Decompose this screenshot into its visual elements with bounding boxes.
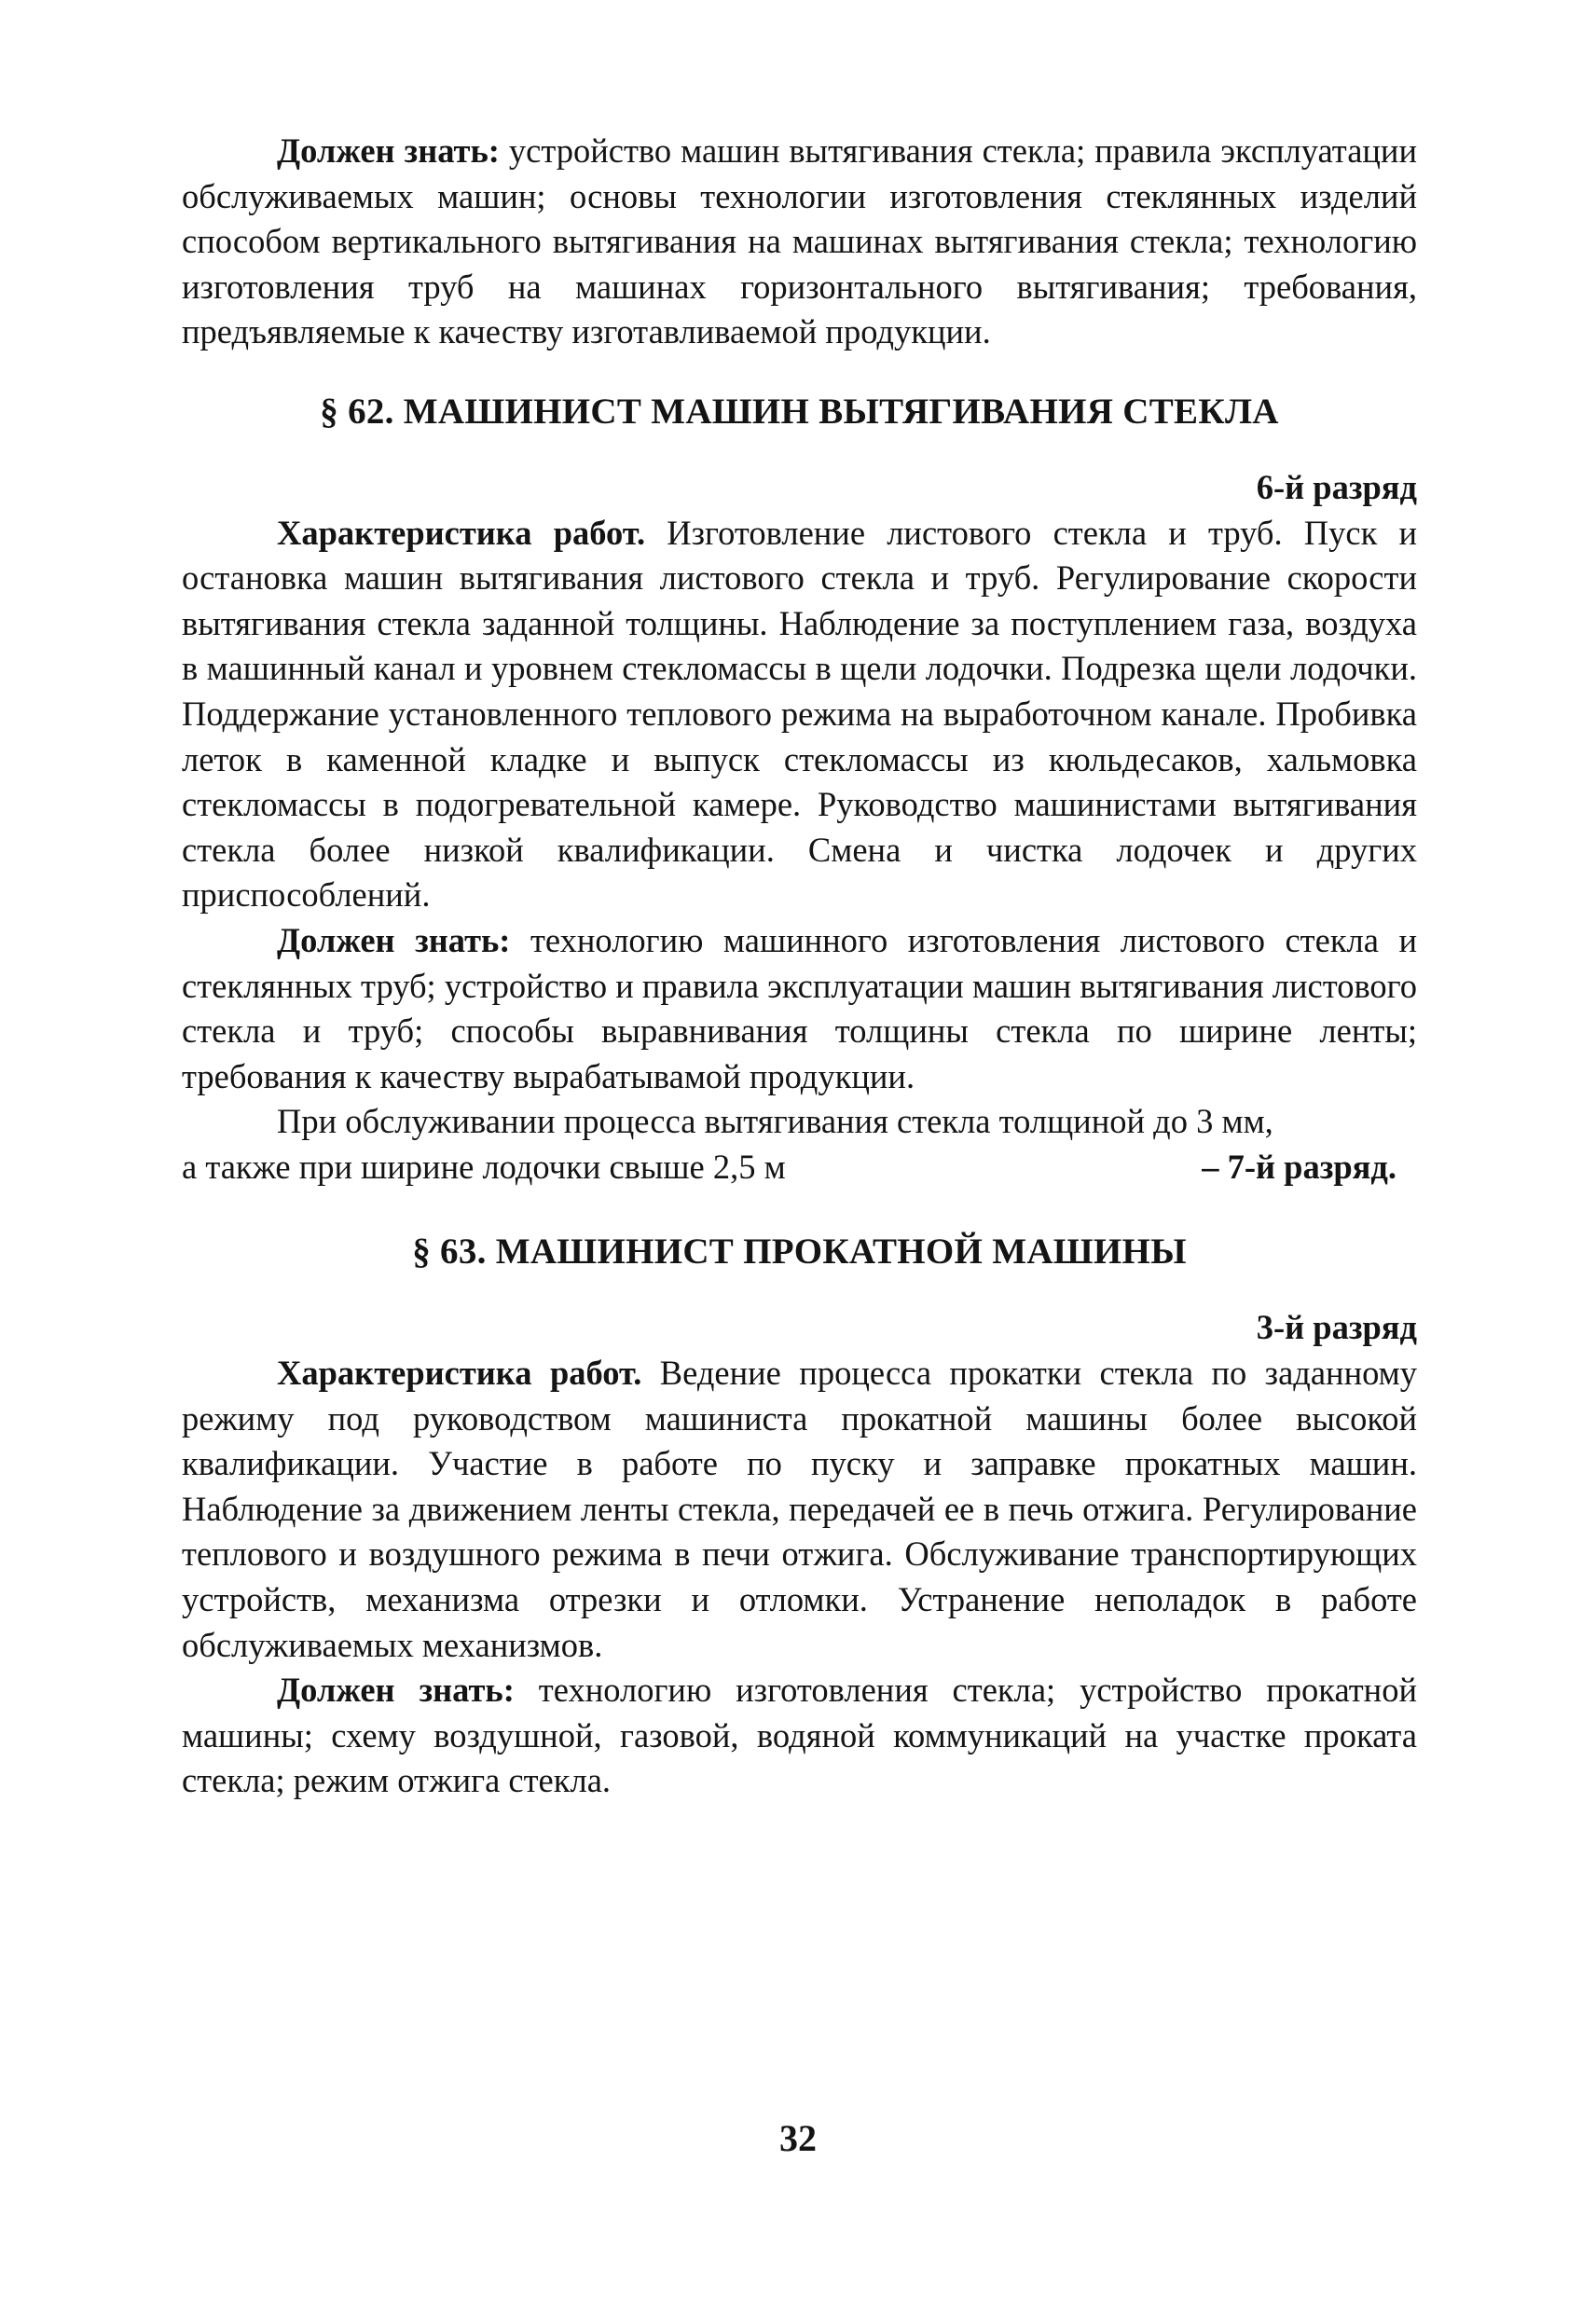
- section-63-characteristics: [182, 1351, 1417, 1668]
- section-63-knowledge: [182, 1668, 1417, 1804]
- section-63-char-text: Ведение процесса прокатки стекла по заданному режиму под руководством машиниста прокатной машины более высокой квалификации. Участие в работе по пуску и заправке прокатных машин. Наблюдение за движением ленты стекла, передачей ее в печь отжига. Регулирование теплового и воздушного режима в печи отжига. Обслуживание транспортирующих устройств, механизма отрезки и отломки. Устранение неполадок в работе обслуживаемых механизмов.: [182, 1354, 1418, 1664]
- section-62-char-text: Изготовление листового стекла и труб. Пуск и остановка машин вытягивания листового стекла и труб. Регулирование скорости вытягивания стекла заданной толщины. Наблюдение за поступлением газа, воздуха в машинный канал и уровнем стекломассы в щели лодочки. Подрезка щели лодочки. Поддержание установленного теплового режима на выработочном канале. Пробивка леток в каменной кладке и выпуск стекломассы из кюльдесаков, хальмовка стекломассы в подогревательной камере. Руководство машинистами вытягивания стекла более низкой квалификации. Смена и чистка лодочек и других приспособлений.: [182, 513, 1418, 915]
- section-63-char-lead: Характеристика работ.: [277, 1354, 642, 1393]
- section-62-note-line-2: [182, 1145, 1417, 1190]
- intro-text: устройство машин вытягивания стекла; правила эксплуатации обслуживаемых машин; основы технологии изготовления стеклянных изделий способом вертикального вытягивания на машинах вытягивания стекла; технологию изготовления труб на машинах горизонтального вытягивания; требования, предъявляемые к качеству изготавливаемой продукции.: [182, 131, 1418, 351]
- intro-lead: Должен знать:: [277, 131, 500, 170]
- section-62-grade: 6-й разряд: [1256, 467, 1417, 506]
- section-63-know-text: технологию изготовления стекла; устройство прокатной машины; схему воздушной, газовой, водяной коммуникаций на участке проката стекла; режим отжига стекла.: [182, 1671, 1417, 1800]
- section-62-characteristics: [182, 511, 1417, 918]
- intro-paragraph: [182, 129, 1417, 355]
- section-62-title: § 62. МАШИНИСТ МАШИН ВЫТЯГИВАНИЯ СТЕКЛА: [320, 391, 1279, 432]
- section-62-note-line-1: При обслуживании процесса вытягивания стекла толщиной до 3 мм,: [277, 1102, 1273, 1141]
- section-62-char-lead: Характеристика работ.: [277, 513, 646, 552]
- section-62-note-condition: а также при ширине лодочки свыше 2,5 м: [182, 1147, 786, 1186]
- section-62-note-grade: – 7-й разряд.: [1202, 1147, 1396, 1186]
- section-62-know-text: технологию машинного изготовления листового стекла и стеклянных труб; устройство и правила эксплуатации машин вытягивания листового стекла и труб; способы выравнивания толщины стекла по ширине ленты; требования к качеству вырабатывамой продукции.: [182, 920, 1418, 1095]
- section-62-know-lead: Должен знать:: [277, 920, 511, 959]
- page-number: 32: [779, 2117, 817, 2159]
- section-62-knowledge: [182, 918, 1417, 1099]
- section-63-grade: 3-й разряд: [1256, 1308, 1417, 1347]
- section-63-know-lead: Должен знать:: [277, 1671, 515, 1710]
- section-63-title: § 63. МАШИНИСТ ПРОКАТНОЙ МАШИНЫ: [412, 1232, 1187, 1273]
- page-content: [182, 129, 1417, 1804]
